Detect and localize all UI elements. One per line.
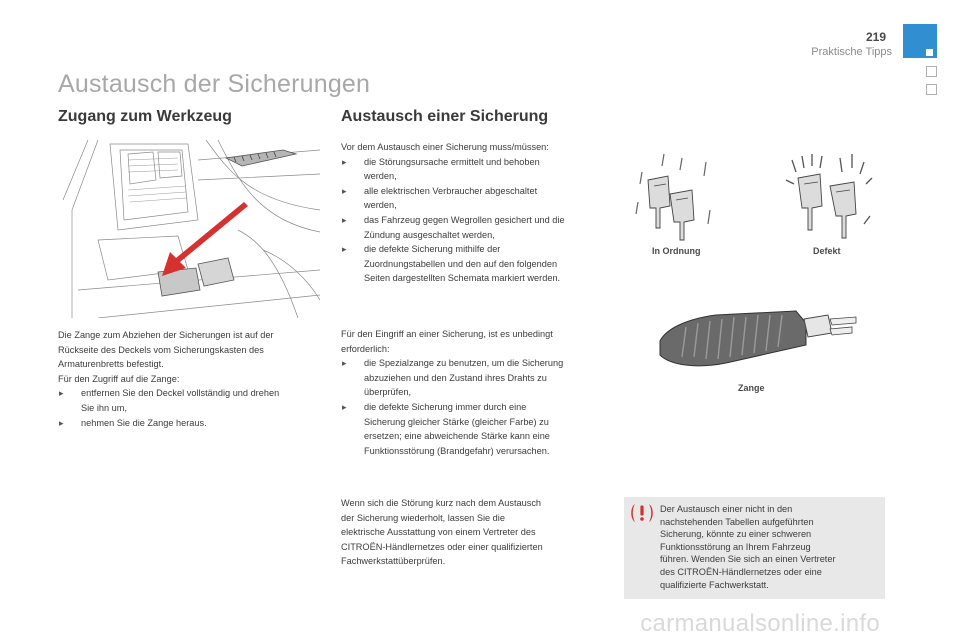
- dashboard-illustration: [58, 140, 320, 318]
- square-icon: [926, 49, 933, 56]
- text-line: Sicherung, könnte zu einer schweren: [660, 529, 812, 540]
- fuse-defect-illustration: [782, 150, 878, 245]
- list-item: [341, 213, 611, 242]
- text-line: Funktionsstörung an Ihrem Fahrzeug: [660, 541, 811, 552]
- text-line: abzuziehen und den Zustand ihres Drahts zu: [364, 372, 547, 383]
- fuse-puller-illustration: [656, 305, 861, 377]
- text-line: CITROËN-Händlernetzes oder einer qualifizierten: [341, 541, 543, 552]
- closing-text: [341, 496, 611, 569]
- procedure-text: [341, 327, 611, 458]
- fuse-ok-illustration: [630, 150, 720, 245]
- section-name: Praktische Tipps: [811, 46, 892, 58]
- text-line: Für den Zugriff auf die Zange:: [58, 373, 180, 384]
- text-line: Wenn sich die Störung kurz nach dem Austausch: [341, 498, 542, 508]
- list-item: [341, 356, 611, 400]
- text-line: Sicherung gleicher Stärke (gleicher Farbe) zu: [364, 416, 549, 427]
- text-line: die Störungsursache ermittelt und behoben: [364, 156, 540, 167]
- text-line: Armaturenbretts befestigt.: [58, 359, 164, 370]
- text-line: die Spezialzange zu benutzen, um die Sicherung: [364, 358, 564, 369]
- preconditions-text: [341, 140, 611, 286]
- tool-access-text: [58, 328, 328, 430]
- list-item: [341, 155, 611, 184]
- text-line: Vor dem Austausch einer Sicherung muss/müssen:: [341, 142, 549, 152]
- text-line: die defekte Sicherung immer durch eine: [364, 401, 527, 412]
- text-line: Funktionsstörung (Brandgefahr) verursachen.: [364, 445, 550, 456]
- page-number: 219: [865, 30, 886, 44]
- text-line: Fachwerkstattüberprüfen.: [341, 556, 446, 567]
- text-line: elektrische Ausstattung von einem Vertreter des: [341, 527, 536, 538]
- list-item: [341, 184, 611, 213]
- heading-tool-access: Zugang zum Werkzeug: [58, 108, 232, 125]
- text-line: alle elektrischen Verbraucher abgeschaltet: [364, 185, 538, 196]
- chapter-tab[interactable]: [926, 66, 937, 77]
- text-line: Die Zange zum Abziehen der Sicherungen ist auf der: [58, 330, 274, 340]
- text-line: Sie ihn um,: [81, 402, 127, 413]
- label-ok: In Ordnung: [652, 246, 701, 256]
- warning-text: [660, 503, 875, 591]
- watermark: carmanualsonline.info: [640, 610, 880, 637]
- text-line: Für den Eingriff an einer Sicherung, ist es unbedingt: [341, 329, 553, 339]
- text-line: das Fahrzeug gegen Wegrollen gesichert und die: [364, 214, 565, 225]
- text-line: nehmen Sie die Zange heraus.: [81, 417, 207, 428]
- list-item: [341, 400, 611, 458]
- label-tool: Zange: [738, 383, 765, 393]
- chapter-tab-active[interactable]: [903, 24, 937, 58]
- list-item: [58, 386, 328, 415]
- text-line: nachstehenden Tabellen aufgeführten: [660, 516, 814, 527]
- text-line: qualifizierte Fachwerkstatt.: [660, 579, 769, 590]
- text-line: Zuordnungstabellen und den auf den folgenden: [364, 258, 558, 269]
- text-line: führen. Wenden Sie sich an einen Vertreter: [660, 554, 836, 565]
- text-line: entfernen Sie den Deckel vollständig und drehen: [81, 388, 280, 399]
- text-line: erforderlich:: [341, 343, 390, 354]
- text-line: werden,: [364, 171, 397, 182]
- text-line: der Sicherung wiederholt, lassen Sie die: [341, 512, 505, 523]
- text-line: Zündung ausgeschaltet werden,: [364, 229, 495, 240]
- list-item: [341, 242, 611, 286]
- text-line: werden,: [364, 200, 397, 211]
- text-line: ersetzen; eine abweichende Stärke kann eine: [364, 431, 550, 442]
- text-line: Seiten dargestellten Schemata markiert werden.: [364, 273, 561, 284]
- text-line: die defekte Sicherung mithilfe der: [364, 244, 501, 255]
- chapter-tab[interactable]: [926, 84, 937, 95]
- list-item: [58, 416, 328, 431]
- heading-fuse-replacement: Austausch einer Sicherung: [341, 108, 549, 125]
- warning-icon: [629, 504, 655, 522]
- text-line: überprüfen,: [364, 387, 411, 398]
- text-line: Rückseite des Deckels vom Sicherungskasten des: [58, 344, 264, 355]
- text-line: des CITROËN-Händlernetzes oder eine: [660, 566, 822, 577]
- text-line: Der Austausch einer nicht in den: [660, 504, 793, 514]
- label-defect: Defekt: [813, 246, 841, 256]
- page-title: Austausch der Sicherungen: [58, 70, 371, 98]
